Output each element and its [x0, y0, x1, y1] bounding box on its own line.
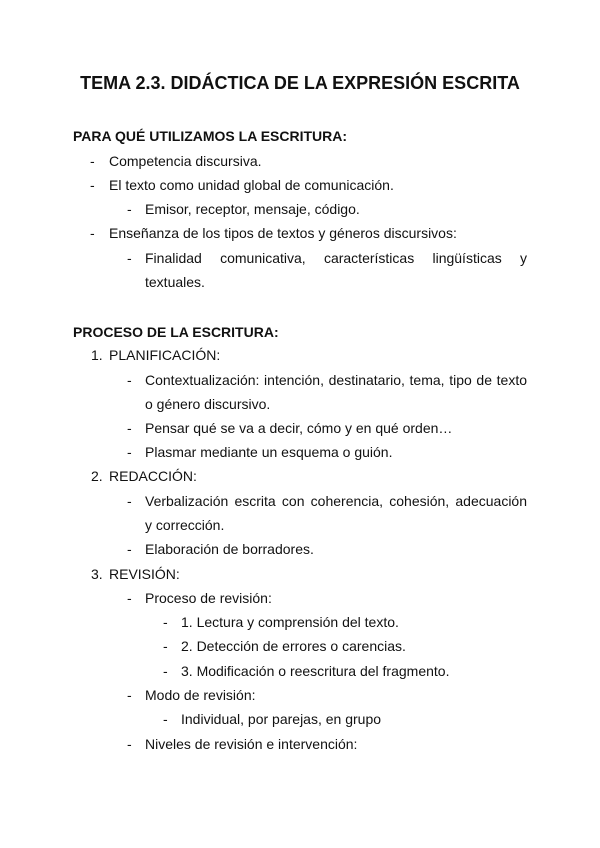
list-item: Finalidad comunicativa, características lingüísticas y	[145, 250, 527, 266]
list-item: Contextualización: intención, destinatario, tema, tipo de texto	[145, 372, 527, 388]
list-item-continuation: o género discursivo.	[145, 396, 271, 412]
list-item-continuation: textuales.	[145, 274, 205, 290]
list-item: Competencia discursiva.	[109, 153, 262, 169]
bullet-dash: -	[127, 687, 132, 703]
bullet-dash: -	[127, 420, 132, 436]
list-item: Proceso de revisión:	[145, 590, 272, 606]
bullet-dash: -	[163, 663, 168, 679]
bullet-dash: -	[90, 177, 95, 193]
list-item: 1. Lectura y comprensión del texto.	[181, 614, 399, 630]
list-item: Verbalización escrita con coherencia, cohesión, adecuación	[145, 493, 527, 509]
list-item-continuation: y corrección.	[145, 517, 225, 533]
list-item: Elaboración de borradores.	[145, 541, 314, 557]
list-item: 3. Modificación o reescritura del fragmento.	[181, 663, 450, 679]
bullet-dash: -	[127, 541, 132, 557]
list-item: 2. Detección de errores o carencias.	[181, 638, 406, 654]
bullet-dash: -	[127, 493, 132, 509]
bullet-dash: -	[127, 590, 132, 606]
bullet-dash: -	[127, 372, 132, 388]
bullet-dash: -	[127, 201, 132, 217]
bullet-dash: -	[90, 153, 95, 169]
step-label-revision: REVISIÓN:	[109, 566, 180, 582]
bullet-dash: -	[163, 638, 168, 654]
list-item: Modo de revisión:	[145, 687, 256, 703]
step-number: 1.	[91, 347, 103, 363]
section-heading-purpose: PARA QUÉ UTILIZAMOS LA ESCRITURA:	[73, 128, 348, 144]
step-number: 3.	[91, 566, 103, 582]
document-title: TEMA 2.3. DIDÁCTICA DE LA EXPRESIÓN ESCRITA	[80, 73, 520, 93]
list-item: Niveles de revisión e intervención:	[145, 736, 358, 752]
bullet-dash: -	[127, 250, 132, 266]
list-item: Emisor, receptor, mensaje, código.	[145, 201, 360, 217]
step-label-planning: PLANIFICACIÓN:	[109, 347, 221, 363]
list-item: Individual, por parejas, en grupo	[181, 711, 382, 727]
bullet-dash: -	[127, 736, 132, 752]
section-heading-process: PROCESO DE LA ESCRITURA:	[73, 324, 279, 340]
list-item: Pensar qué se va a decir, cómo y en qué orden…	[145, 420, 453, 436]
bullet-dash: -	[163, 711, 168, 727]
step-number: 2.	[91, 468, 103, 484]
list-item: Plasmar mediante un esquema o guión.	[145, 444, 393, 460]
bullet-dash: -	[90, 225, 95, 241]
step-label-drafting: REDACCIÓN:	[109, 468, 197, 484]
bullet-dash: -	[163, 614, 168, 630]
list-item: Enseñanza de los tipos de textos y géneros discursivos:	[109, 225, 457, 241]
list-item: El texto como unidad global de comunicación.	[109, 177, 394, 193]
bullet-dash: -	[127, 444, 132, 460]
